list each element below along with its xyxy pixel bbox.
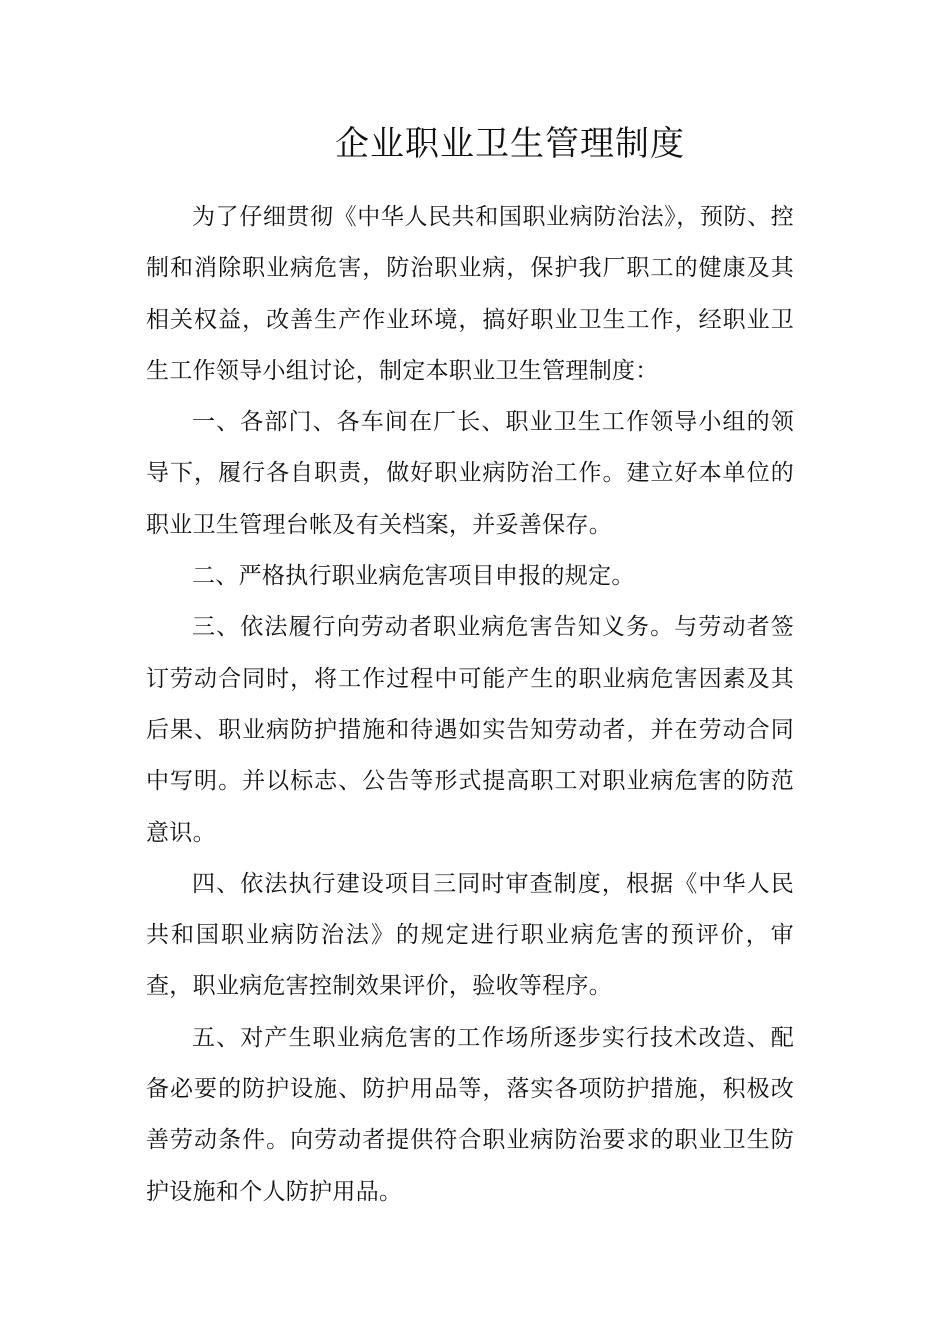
paragraph-item-5: 五、对产生职业病危害的工作场所逐步实行技术改造、配备必要的防护设施、防护用品等，落实各项防护措施，积极改善劳动条件。向劳动者提供符合职业病防治要求的职业卫生防护设施和个人防护用品。 [146,1024,794,1205]
document-title: 企业职业卫生管理制度 [335,124,685,164]
paragraph-item-2: 二、严格执行职业病危害项目申报的规定。 [192,563,635,590]
paragraph-intro: 为了仔细贯彻《中华人民共和国职业病防治法》，预防、控制和消除职业病危害，防治职业病，保护我厂职工的健康及其相关权益，改善生产作业环境，搞好职业卫生工作，经职业卫生工作领导小组讨论，制定本职业卫生管理制度： [146,204,794,384]
paragraph-item-4: 四、依法执行建设项目三同时审查制度，根据《中华人民共和国职业病防治法》的规定进行职业病危害的预评价，审查，职业病危害控制效果评价，验收等程序。 [146,870,794,1000]
paragraph-item-3: 三、依法履行向劳动者职业病危害告知义务。与劳动者签订劳动合同时，将工作过程中可能产生的职业病危害因素及其后果、职业病防护措施和待遇如实告知劳动者，并在劳动合同中写明。并以标志、公告等形式提高职工对职业病危害的防范意识。 [146,614,794,846]
paragraph-item-1: 一、各部门、各车间在厂长、职业卫生工作领导小组的领导下，履行各自职责，做好职业病防治工作。建立好本单位的职业卫生管理台帐及有关档案，并妥善保存。 [146,409,794,538]
document-body [146,192,794,1218]
